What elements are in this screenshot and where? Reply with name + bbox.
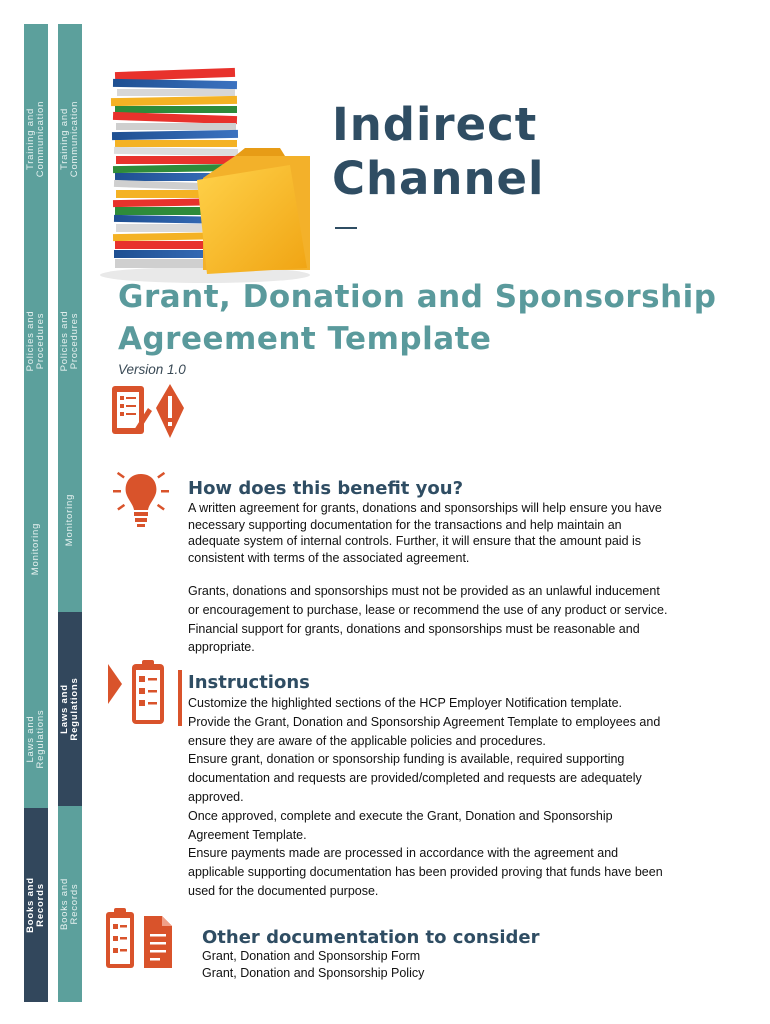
section-rail-left — [24, 24, 48, 1002]
clipboard-arrow-icon — [106, 658, 182, 728]
document-title: Grant, Donation and Sponsorship Agreement Template — [118, 279, 717, 357]
other-doc-item: Grant, Donation and Sponsorship Form — [202, 949, 421, 963]
rail-left-monitoring[interactable]: Monitoring — [24, 428, 48, 670]
instructions-list: Customize the highlighted sections of the HCP Employer Notification template. Provide the Grant, Donation and Sponsorship Agreement Template to employees and ensure they are aware of the applicable policies and procedures. Ensure grant, donation or sponsorship funding is available, required supporting documentation and requests are provided/completed and requests are adequately approved. Once approved, complete and execute the Grant, Donation and Sponsorship Agreement Template. Ensure payments made are processed in accordance with the agreement and applicable supporting documentation has been provided proving that funds have been used for the documented purpose. — [188, 696, 663, 898]
rail-right-monitoring[interactable]: Monitoring — [58, 428, 82, 612]
benefit-paragraph-2: Grants, donations and sponsorships must not be provided as an unlawful inducement or encouragement to purchase, lease or recommend the use of any product or service. Financial support for grants, donations and sponsorships must be reasonable and appropriate. — [188, 584, 668, 655]
clipboard-document-icon — [104, 906, 174, 970]
version-label: Version 1.0 — [118, 362, 186, 377]
instructions-heading: Instructions — [188, 672, 310, 693]
checklist-warning-icon — [110, 382, 186, 440]
rail-left-training[interactable]: Training and Communication — [24, 24, 48, 254]
page-title: Indirect Channel — [332, 98, 545, 205]
lightbulb-icon — [112, 466, 170, 530]
other-doc-item: Grant, Donation and Sponsorship Policy — [202, 965, 425, 980]
rail-right-books[interactable]: Books and Records — [58, 806, 82, 1002]
other-docs-list — [202, 948, 742, 981]
folder-stack-icon — [85, 60, 340, 285]
other-docs-heading: Other documentation to consider — [202, 927, 540, 948]
title-divider — [335, 227, 357, 229]
rail-right-laws[interactable]: Laws and Regulations — [58, 612, 82, 806]
rail-left-policies[interactable]: Policies and Procedures — [24, 254, 48, 428]
rail-left-books[interactable]: Books and Records — [24, 808, 48, 1002]
benefit-heading: How does this benefit you? — [188, 478, 464, 499]
rail-left-laws[interactable]: Laws and Regulations — [24, 670, 48, 808]
rail-right-policies[interactable]: Policies and Procedures — [58, 254, 82, 428]
rail-right-training[interactable]: Training and Communication — [58, 24, 82, 254]
benefit-paragraph-1: A written agreement for grants, donations and sponsorships will help ensure you have necessary supporting documentation for the transactions and help maintain an adequate system of internal controls. Further, it will ensure that the amount paid is consistent with terms of the associated agreement. — [188, 501, 662, 565]
section-rail-right — [58, 24, 82, 1002]
